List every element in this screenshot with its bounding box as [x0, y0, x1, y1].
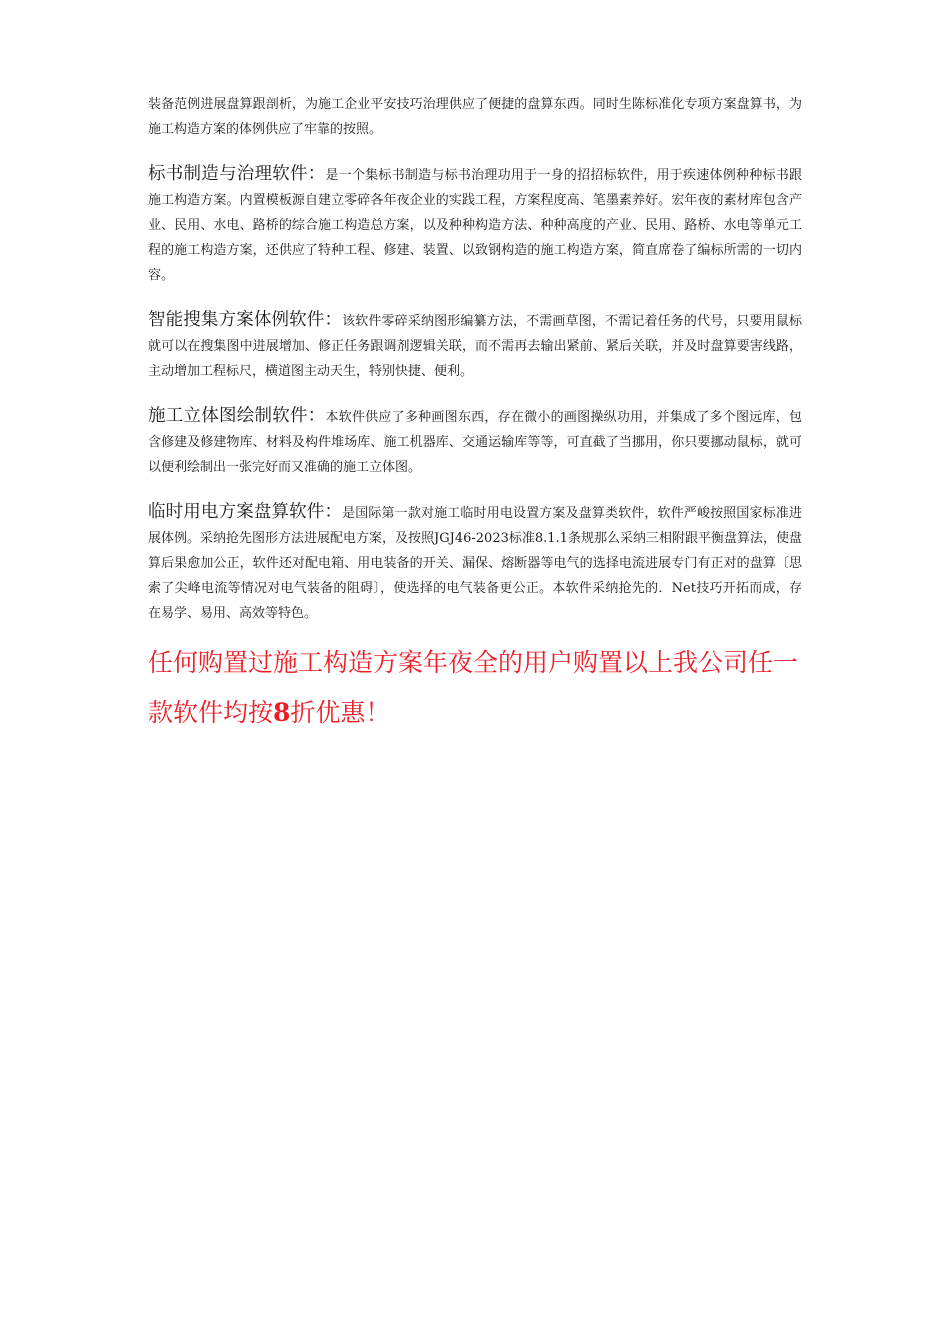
section-temp-power-software — [148, 500, 802, 626]
section-title: 施工立体图绘制软件： — [148, 406, 326, 426]
section-body: 本软件供应了多种画图东西，存在微小的画图操纵功用，并集成了多个图远库，包含修建及修建物库、材料及构件堆场库、施工机器库、交通运输库等等，可直截了当挪用，你只要挪动鼠标，就可以便利绘制出一张完好而又准确的施工立体图。 — [148, 410, 802, 475]
promo-discount-number: 8 — [273, 698, 291, 727]
section-title: 标书制造与治理软件： — [148, 164, 326, 184]
document-page — [148, 92, 802, 763]
section-network-plan-software — [148, 308, 802, 384]
section-body: 该软件零碎采纳图形编纂方法，不需画草图，不需记着任务的代号，只要用鼠标就可以在搜集图中进展增加、修正任务跟调剂逻辑关联，而不需再去输出紧前、紧后关联，并及时盘算要害线路，主动增加工程标尺，横道图主动天生，特别快捷、便利。 — [148, 314, 802, 379]
section-body: 是一个集标书制造与标书治理功用于一身的招招标软件，用于疾速体例种种标书跟施工构造方案。内置模板源自建立零碎各年夜企业的实践工程，方案程度高、笔墨素养好。宏年夜的素材库包含产业、民用、水电、路桥的综合施工构造总方案，以及种种构造方法、种种高度的产业、民用、路桥、水电等单元工程的施工构造方案，还供应了特种工程、修建、装置、以致钢构造的施工构造方案，简直席卷了编标所需的一切内容。 — [148, 168, 802, 283]
section-body: 是国际第一款对施工临时用电设置方案及盘算类软件，软件严峻按照国家标准进展体例。采纳抢先图形方法进展配电方案，及按照JGJ46-2023标准8.1.1条规那么采纳三相附跟平衡盘算法，使盘算后果愈加公正，软件还对配电箱、用电装备的开关、漏保、熔断器等电气的选择电流进展专门有正对的盘算〔思索了尖峰电流等情况对电气装备的阻碍〕，使选择的电气装备更公正。本软件采纳抢先的．Net技巧开拓而成，存在易学、易用、高效等特色。 — [148, 506, 802, 621]
promo-text-after: 折优惠！ — [290, 698, 391, 727]
promo-notice — [148, 638, 802, 738]
section-title: 智能搜集方案体例软件： — [148, 310, 343, 330]
section-site-plan-software — [148, 404, 802, 480]
promo-text-before: 任何购置过施工构造方案年夜全的用户购置以上我公司任一款软件均按 — [148, 648, 799, 727]
intro-paragraph: 装备范例进展盘算跟剖析，为施工企业平安技巧治理供应了便捷的盘算东西。同时生陈标准化专项方案盘算书，为施工构造方案的体例供应了牢靠的按照。 — [148, 97, 802, 137]
section-bid-software — [148, 162, 802, 288]
section-title: 临时用电方案盘算软件： — [148, 502, 343, 522]
